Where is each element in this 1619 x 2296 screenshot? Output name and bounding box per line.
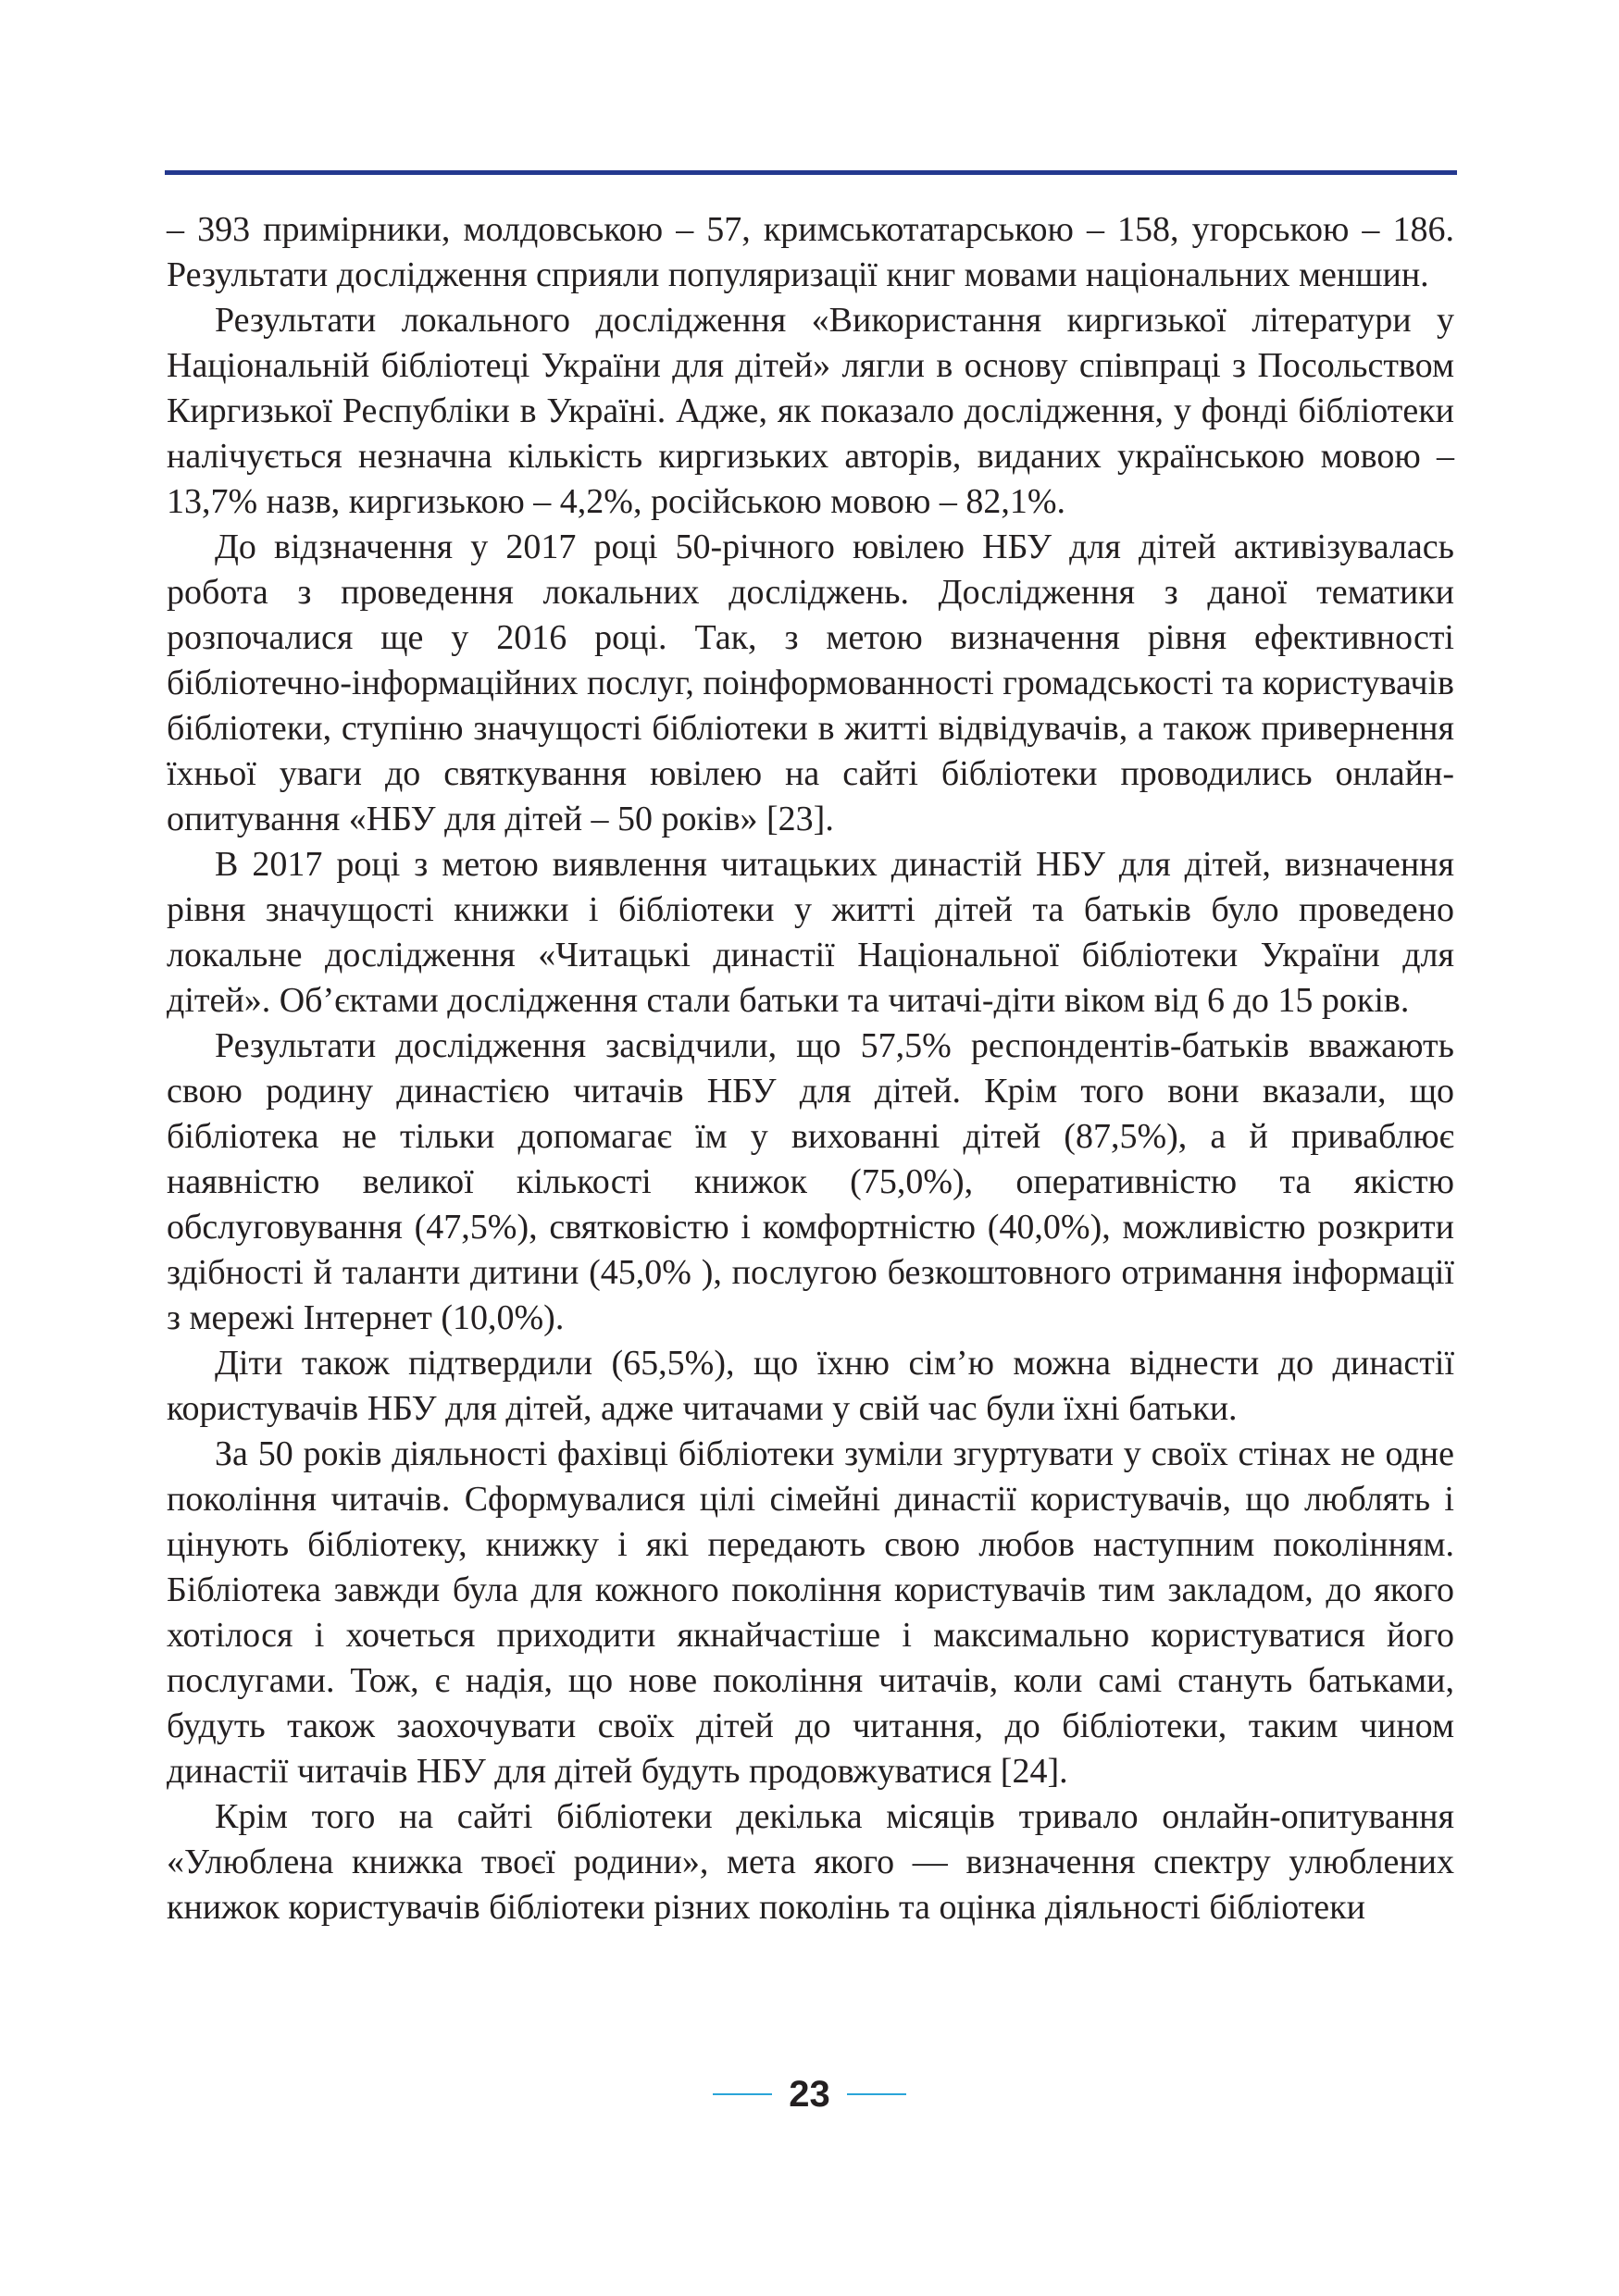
header-rule [165,170,1457,175]
paragraph-continued: – 393 примірники, молдовською – 57, кримськотатарською – 158, угорською – 186. Результати дослідження сприяли популяризації книг мовами національних меншин. [167,210,1454,294]
paragraph: До відзначення у 2017 році 50-річного ювілею НБУ для дітей активізувалась робота з проведення локальних досліджень. Дослідження з даної тематики розпочалися ще у 2016 році. Так, з метою визначення рівня ефективності бібліотечно-інформаційних послуг, поінформованності громадськості та користувачів бібліотеки, ступіню значущості бібліотеки в житті відвідувачів, а також привернення їхньої уваги до святкування ювілею на сайті бібліотеки проводились онлайн-опитування «НБУ для дітей – 50 років» [23]. [167,527,1454,838]
page-number: 23 [789,2074,830,2115]
body-text [167,207,1454,1930]
paragraph: Результати дослідження засвідчили, що 57,5% респондентів-батьків вважають свою родину династією читачів НБУ для дітей. Крім того вони вказали, що бібліотека не тільки допомагає їм у вихованні дітей (87,5%), а й приваблює наявністю великої кількості книжок (75,0%), оперативністю та якістю обслуговування (47,5%), святковістю і комфортністю (40,0%), можливістю розкрити здібності й таланти дитини (45,0% ), послугою безкоштовного отримання інформації з мережі Інтернет (10,0%). [167,1026,1454,1337]
paragraph: Результати локального дослідження «Використання киргизької літератури у Національній бібліотеці України для дітей» лягли в основу співпраці з Посольством Киргизької Республіки в Україні. Адже, як показало дослідження, у фонді бібліотеки налічується незначна кількість киргизьких авторів, виданих українською мовою – 13,7% назв, киргизькою – 4,2%, російською мовою – 82,1%. [167,301,1454,521]
page-number-left-dash [713,2093,772,2095]
paragraph: Діти також підтвердили (65,5%), що їхню сім’ю можна віднести до династії користувачів НБУ для дітей, адже читачами у свій час були їхні батьки. [167,1344,1454,1428]
paragraph: Крім того на сайті бібліотеки декілька місяців тривало онлайн-опитування «Улюблена книжка твоєї родини», мета якого — визначення спектру улюблених книжок користувачів бібліотеки різних поколінь та оцінка діяльності бібліотеки [167,1797,1454,1927]
paragraph: За 50 років діяльності фахівці бібліотеки зуміли згуртувати у своїх стінах не одне покоління читачів. Сформувалися цілі сімейні династії користувачів, що люблять і цінують бібліотеку, книжку і які передають свою любов наступним поколінням. Бібліотека завжди була для кожного покоління користувачів тим закладом, до якого хотілося і хочеться приходити якнайчастіше і максимально користуватися його послугами. Тож, є надія, що нове покоління читачів, коли самі стануть батьками, будуть також заохочувати своїх дітей до читання, до бібліотеки, таким чином династії читачів НБУ для дітей будуть продовжуватися [24]. [167,1434,1454,1791]
page-footer [0,2076,1619,2113]
paragraph: В 2017 році з метою виявлення читацьких династій НБУ для дітей, визначення рівня значущості книжки і бібліотеки у житті дітей та батьків було проведено локальне дослідження «Читацькі династії Національної бібліотеки України для дітей». Об’єктами дослідження стали батьки та читачі-діти віком від 6 до 15 років. [167,845,1454,1020]
page-number-right-dash [847,2093,906,2095]
